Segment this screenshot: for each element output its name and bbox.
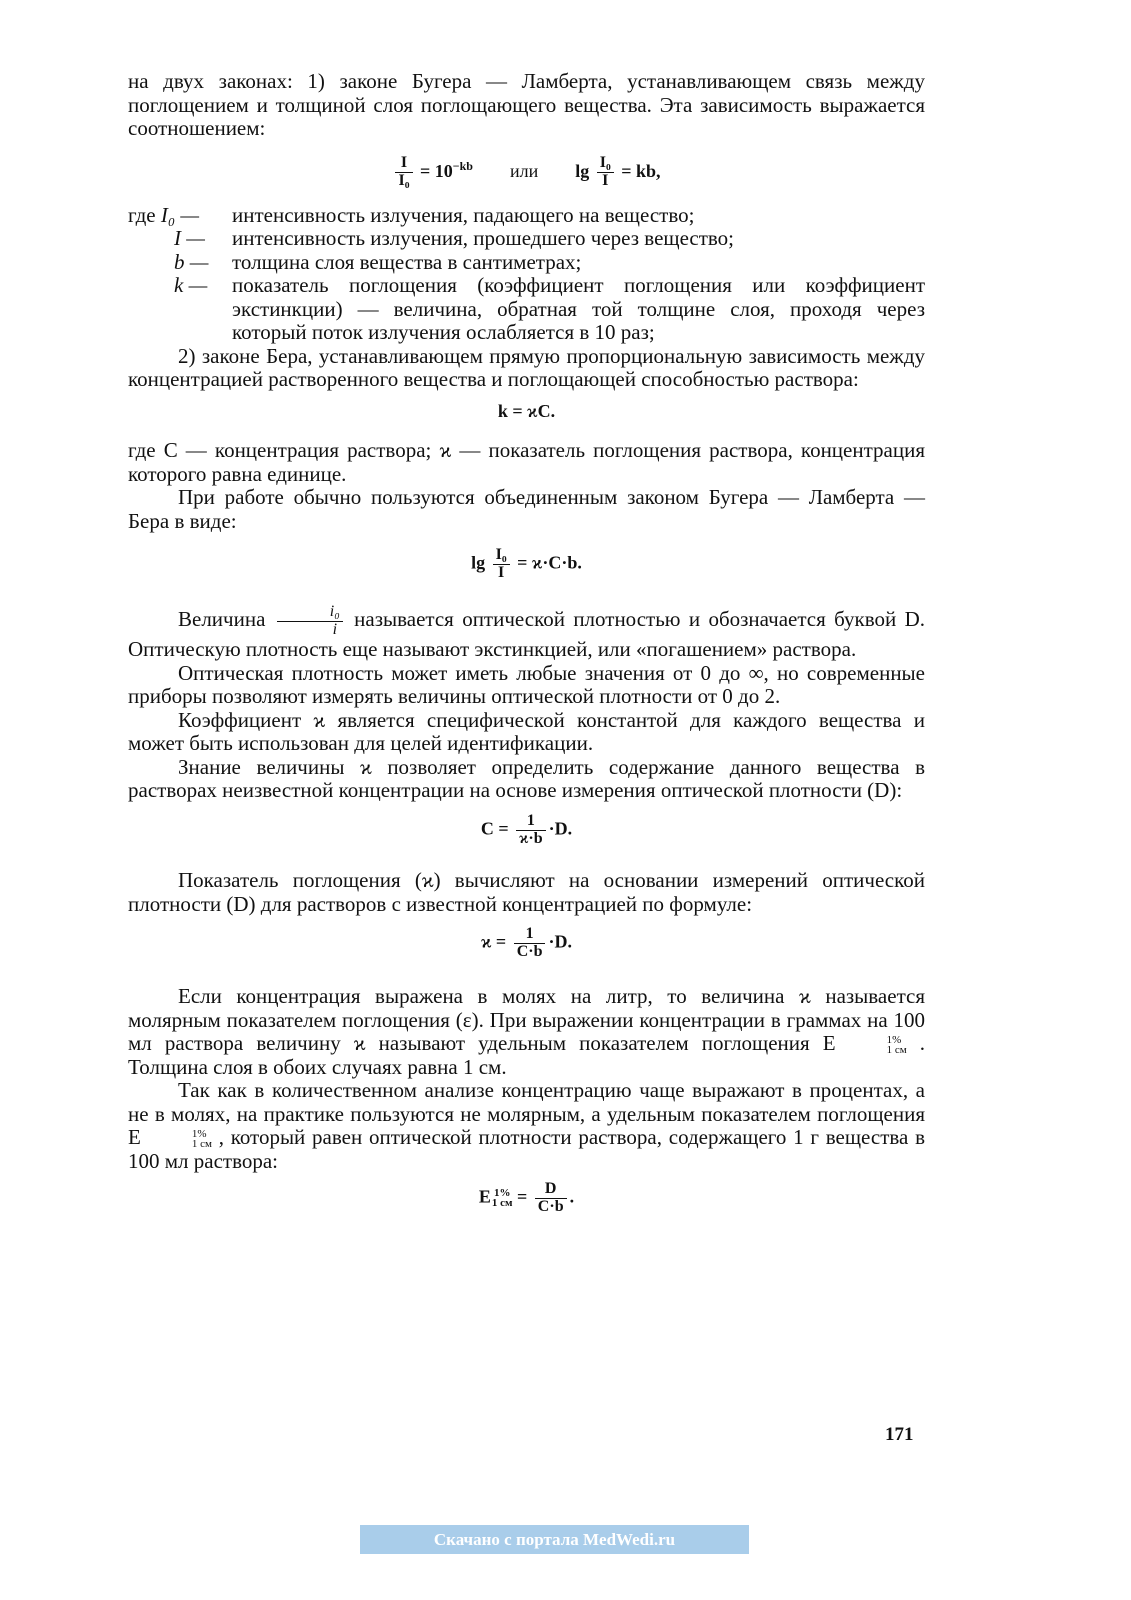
definition-row: b — толщина слоя вещества в сантиметрах; [174,249,582,274]
paragraph-concentration: где C — концентрация раствора; ϰ — показатель поглощения раствора, концентрация которого равна единице. [128,438,925,486]
definition-row: I — интенсивность излучения, прошедшего через вещество; [174,226,735,251]
formula-bouguer-lambert: $\frac{I}{\text{I₀}}$ = $10^{-kb}$ или lg $\frac{\text{I₀}}{I}$ = kb, [128,155,925,190]
definitions-list [128,204,925,345]
download-watermark: Скачано с портала MedWedi.ru [360,1525,749,1554]
formula-beer: k = ϰC. [497,400,556,421]
paragraph-molar: Если концентрация выражена в молях на литр, то величина ϰ называется молярным показателем поглощения (ε). При выражении концентрации в граммах на 100 мл раствора величину ϰ называют удельным показателем поглощения E 1% 1 см . Толщина слоя в обоих случаях равна 1 см. [128,984,926,1079]
fraction-i-over-i0: $\frac{I}{\text{I₀}}$ [395,155,412,190]
formula-specific-index: E 1% 1 см = $\frac{D}{C\cdot b}$ . [478,1180,575,1215]
formula-combined-law: lg $\frac{\text{I₀}}{I}$ = ϰ·C·b. [471,546,582,581]
paragraph-combined-law: При работе обычно пользуются объединенным законом Бугера — Ламберта — Бера в виде: [128,485,925,533]
body-text [128,70,925,1216]
paragraph-optical-density: Величина $\frac{\text{i₀}}{i}$ называется оптической плотностью и обозначается буквой D. Оптическую плотность еще называют экстинкцией, или «погашением» раствора. [128,602,926,662]
paragraph-density-range: Оптическая плотность может иметь любые значения от 0 до ∞, но современные приборы позволяют измерять величины оптической плотности от 0 до 2. [128,660,925,709]
paragraph-absorption-index: Показатель поглощения (ϰ) вычисляют на основании измерений оптической плотности (D) для растворов с известной концентрацией по формуле: [128,868,925,916]
paragraph-bouguer-lambert: на двух законах: 1) законе Бугера — Ламберта, устанавливающем связь между поглощением и толщиной слоя поглощающего вещества. Эта зависимость выражается соотношением: [128,69,925,140]
paragraph-knowledge: Знание величины ϰ позволяет определить содержание данного вещества в растворах неизвестной концентрации на основе измерения оптической плотности (D): [128,754,925,803]
fraction-i0-over-i: $\frac{\text{I₀}}{I}$ [597,155,614,190]
page-number: 171 [885,1424,914,1445]
fraction-one-over-cb: $\frac{1}{C\cdot b}$ [514,926,546,961]
formula-absorption-index: ϰ = $\frac{1}{C\cdot b}$ ·D. [480,925,572,961]
definition-row: где I₀ — интенсивность излучения, падающего на вещество; [128,202,695,227]
fraction-d-over-cb: $\frac{D}{C\cdot b}$ [535,1181,567,1216]
specific-index-symbol: E 1% 1 см [128,1125,212,1151]
fraction-one-over-kb: $\frac{1}{ϰ\cdot b}$ [516,813,546,848]
paragraph-specific: Так как в количественном анализе концентрацию чаще выражают в процентах, а не в молях, на практике пользуются не молярным, а удельным показателем поглощения E 1% 1 см , который равен оптической плотности раствора, содержащего 1 г вещества в 100 мл раствора: [128,1078,926,1173]
paragraph-coefficient: Коэффициент ϰ является специфической константой для каждого вещества и может быть использован для целей идентификации. [128,707,925,756]
paragraph-beer: 2) законе Бера, устанавливающем прямую пропорциональную зависимость между концентрацией растворенного вещества и поглощающей способностью раствора: [128,343,925,392]
formula-concentration: C = $\frac{1}{ϰ\cdot b}$ ·D. [480,811,573,847]
specific-index-symbol: E 1% 1 см [822,1031,907,1057]
definition-row: k — показатель поглощения (коэффициент поглощения или коэффициент экстинкции) — величина, обратная той толщине слоя, проходя через который поток излучения ослабляется в 10 раз; [174,273,925,345]
fraction-i0-over-i: $\frac{\text{I₀}}{I}$ [493,547,510,582]
fraction-i0-over-i-small: $\frac{\text{i₀}}{i}$ [277,604,343,639]
